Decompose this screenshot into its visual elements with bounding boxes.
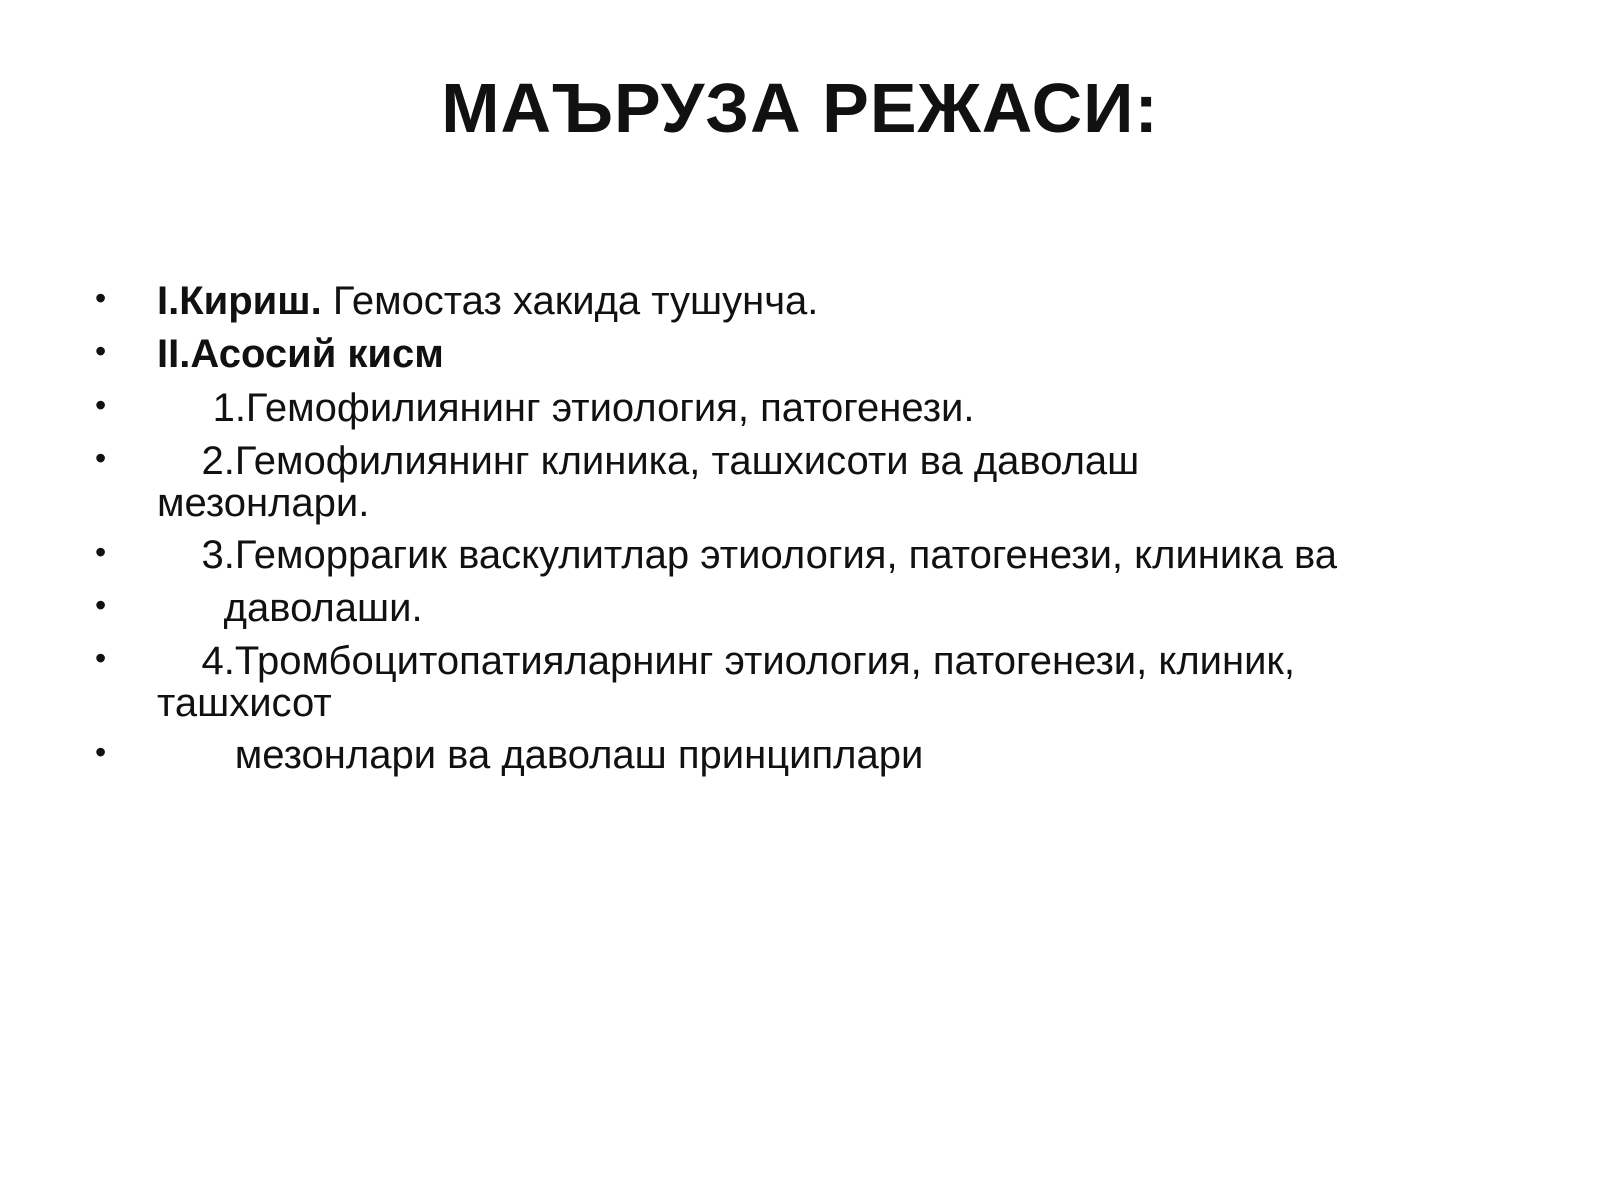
list-item	[95, 639, 1557, 725]
bullet-icon: •	[95, 280, 107, 316]
section-heading: II.Асосий кисм	[157, 332, 444, 376]
item-text: 2.Гемофилиянинг клиника, ташхисоти ва даволаш мезонлари.	[157, 439, 1151, 525]
bullet-icon: •	[95, 534, 107, 570]
bullet-icon: •	[95, 734, 107, 770]
list-item	[95, 733, 1557, 777]
item-text: Гемостаз хакида тушунча.	[321, 279, 819, 323]
list-item	[95, 586, 1557, 630]
bullet-icon: •	[95, 333, 107, 369]
section-heading: I.Кириш.	[157, 279, 322, 323]
slide-title: МАЪРУЗА РЕЖАСИ:	[441, 69, 1159, 147]
list-item	[95, 332, 1557, 376]
item-text: даволаши.	[157, 586, 423, 630]
list-item	[95, 279, 1557, 323]
bullet-icon: •	[95, 387, 107, 423]
bullet-icon: •	[95, 640, 107, 676]
item-text: 1.Гемофилиянинг этиология, патогенези.	[157, 386, 975, 430]
bullet-icon: •	[95, 440, 107, 476]
list-item	[95, 533, 1557, 577]
item-text: 3.Геморрагик васкулитлар этиология, патогенези, клиника ва	[157, 533, 1337, 577]
item-text: мезонлари ва даволаш принциплари	[157, 733, 924, 777]
item-text: 4.Тромбоцитопатияларнинг этиология, патогенези, клиник, ташхисот	[157, 639, 1307, 725]
bullet-icon: •	[95, 587, 107, 623]
list-item	[95, 386, 1557, 430]
list-item	[95, 439, 1557, 525]
